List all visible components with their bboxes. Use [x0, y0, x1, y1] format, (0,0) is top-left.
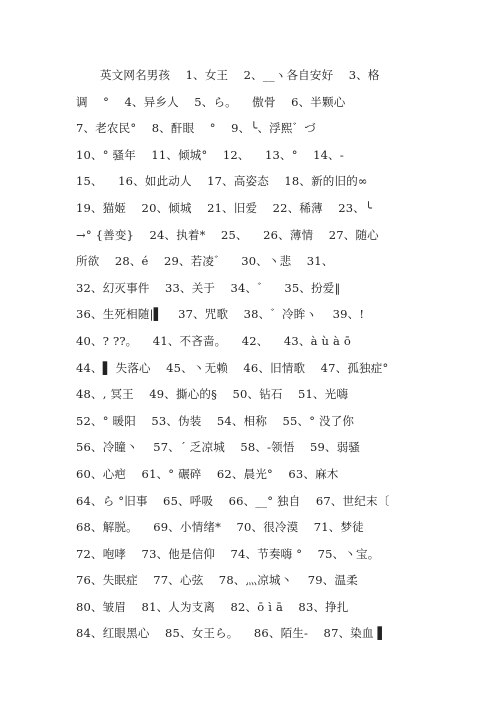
text-line: 60、心疤 61、° 碾碎 62、晨光° 63、麻木	[76, 466, 339, 481]
text-line: 调 ° 4、异乡人 5、ら。 傲骨 6、半颗心	[76, 94, 346, 109]
text-line: 52、° 暖阳 53、伪装 54、相称 55、° 没了你	[76, 413, 355, 428]
text-line: 36、生死相随|▌ 37、咒歌 38、゛冷眸ヽ 39、!	[76, 307, 365, 322]
text-line: 64、ら °旧事 65、呼吸 66、__° 独自 67、世纪末〔	[76, 493, 390, 508]
text-line: 84、红眼黑心 85、女王ら。 86、陌生- 87、染血 ▌	[76, 626, 387, 641]
text-line: 10、° 骚年 11、倾城° 12、 13、° 14、-	[76, 147, 344, 162]
text-line: →° {善变} 24、执着* 25、 26、薄情 27、随心	[76, 227, 379, 242]
text-line: 19、猫姬 20、倾城 21、旧爱 22、稀薄 23、╰	[76, 200, 373, 215]
text-line: 80、皱眉 81、人为支离 82、ō ì ā 83、挣扎	[76, 599, 349, 614]
text-line: 40、? ??。 41、不吝啬。 42、 43、à ù à ō	[76, 333, 352, 348]
text-line: 英文网名男孩 1、女王 2、__ヽ各自安好 3、格	[100, 68, 380, 82]
text-line: 32、幻灭事件 33、关于 34、゛ 35、扮爱‖	[76, 280, 341, 295]
text-line: 48、, 冥王 49、撕心的§ 50、钻石 51、光嗨	[76, 387, 349, 402]
text-line: 15、 16、如此动人 17、高姿态 18、新的旧的∞	[76, 174, 368, 189]
text-line: 76、失眠症 77、心弦 78、灬凉城丶 79、温柔	[76, 573, 358, 588]
body-text	[76, 62, 428, 647]
text-line: 72、咆哮 73、他是信仰 74、节奏嗨 ° 75、丶宝。	[76, 546, 380, 561]
text-line: 7、老农民° 8、酐眼 ° 9、╰、浮熙゛づ	[76, 121, 316, 136]
text-line: 68、解脱。 69、小情绪* 70、很冷漠 71、梦徒	[76, 520, 364, 535]
text-line: 56、冷瞳丶 57、´ 乏凉城 58、-领悟 59、弱骚	[76, 440, 361, 455]
text-line: 44、▌ 失落心 45、丶无赖 46、旧情歌 47、孤独症°	[76, 360, 389, 375]
text-line: 所欲 28、é 29、若凌゛ 30、丶悲 31、	[76, 254, 334, 269]
